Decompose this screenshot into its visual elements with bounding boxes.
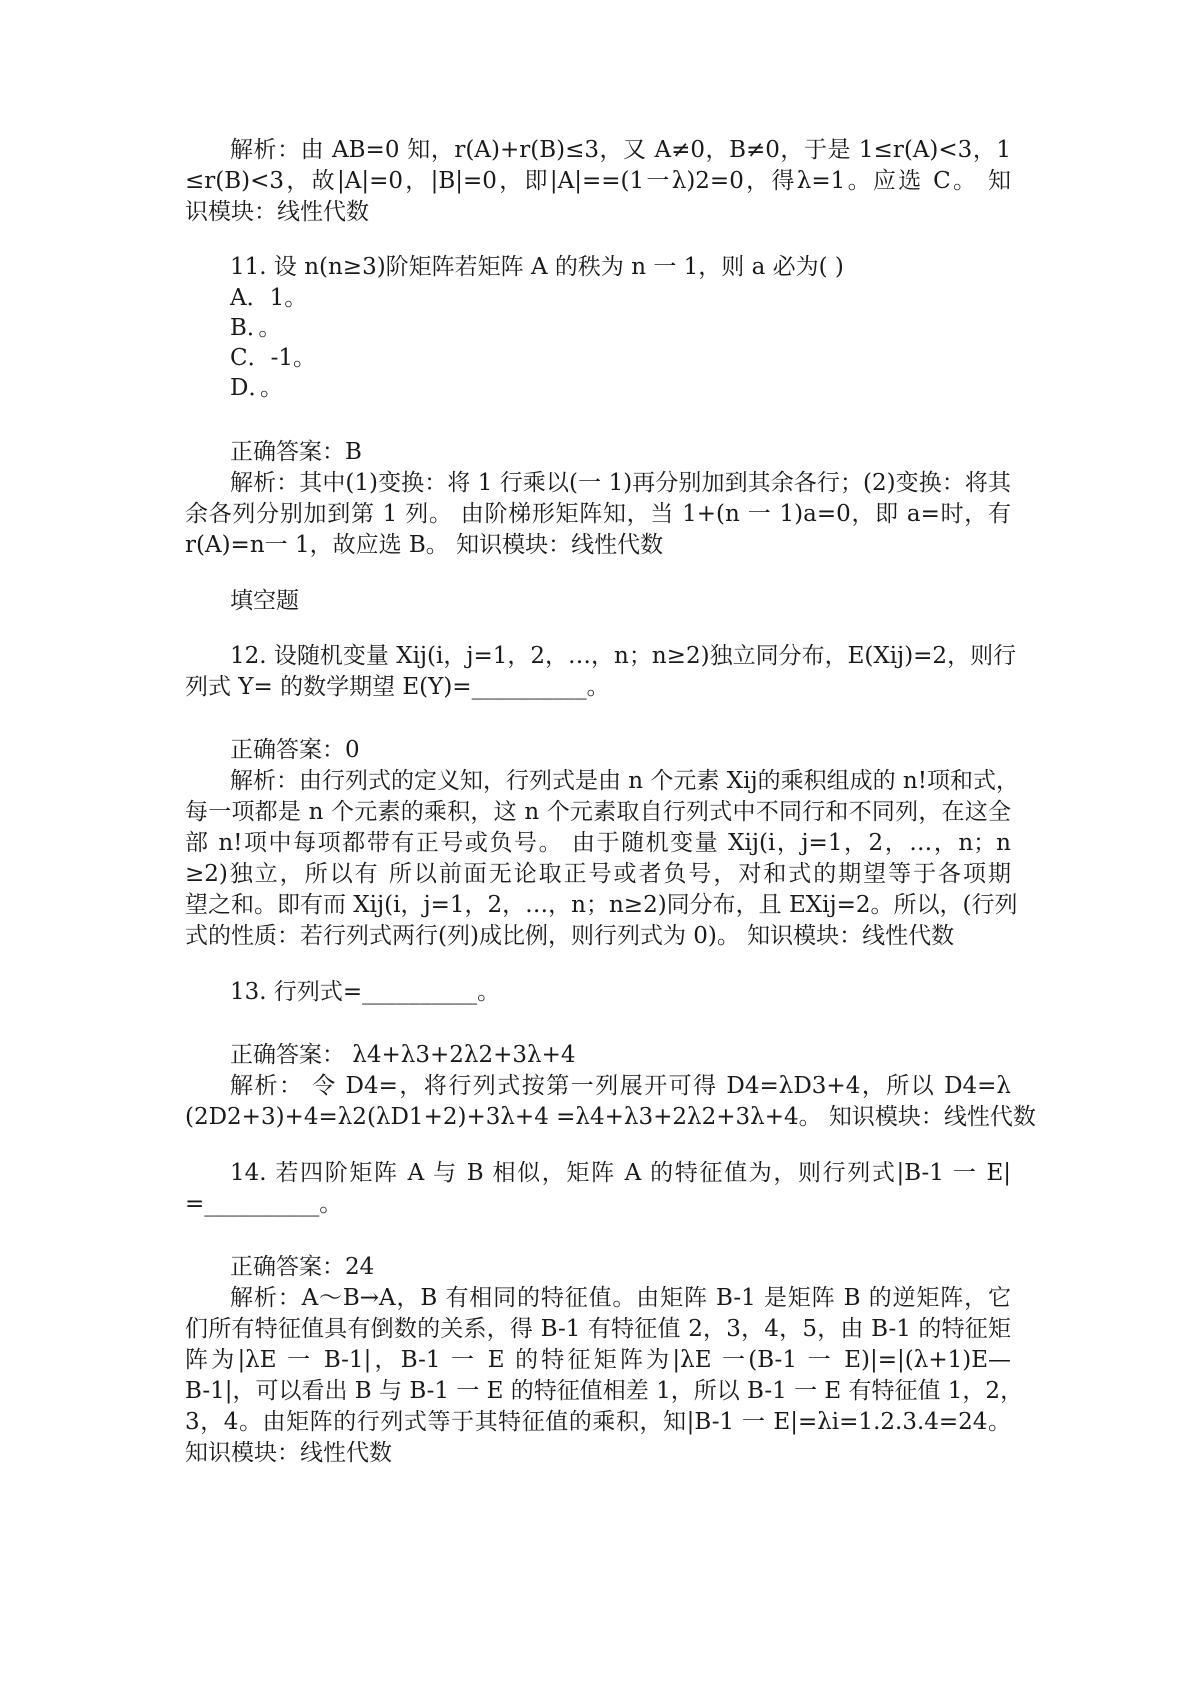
q14-analysis-line: 解析：A～B→A，B 有相同的特征值。由矩阵 B-1 是矩阵 B 的逆矩阵，它	[230, 1285, 1011, 1311]
q13-stem: 13. 行列式=__________。	[230, 979, 501, 1005]
q14-analysis-line: 3，4。由矩阵的行列式等于其特征值的乘积，知|B-1 一 E|=λi=1.2.3.4=24。	[185, 1409, 1011, 1435]
q11-answer: 正确答案：B	[230, 439, 362, 465]
q11-stem: 11. 设 n(n≥3)阶矩阵若矩阵 A 的秩为 n 一 1，则 a 必为( )	[230, 254, 844, 280]
q11-option-c: C．-1。	[230, 345, 317, 371]
q11-option-b: B．。	[230, 315, 282, 341]
q12-analysis-line: 解析：由行列式的定义知，行列式是由 n 个元素 Xij的乘积组成的 n!项和式，	[230, 768, 1019, 794]
q12-analysis-line: 望之和。即有而 Xij(i，j=1，2，…，n；n≥2)同分布，且 EXij=2。所以，(行列	[185, 892, 1018, 918]
q12-analysis-line: 式的性质：若行列式两行(列)成比例，则行列式为 0)。 知识模块：线性代数	[185, 923, 955, 949]
q11-analysis-line: 解析：其中(1)变换：将 1 行乘以(一 1)再分别加到其余各行；(2)变换：将其	[230, 470, 1011, 496]
q13-analysis-line: 解析： 令 D4=，将行列式按第一列展开可得 D4=λD3+4，所以 D4=λ	[230, 1073, 1011, 1099]
q11-option-a: A．1。	[230, 285, 308, 311]
q14-analysis-line: B-1|，可以看出 B 与 B-1 一 E 的特征值相差 1，所以 B-1 一 E 有特征值 1，2，	[185, 1378, 1024, 1404]
q12-analysis-line: 部 n!项中每项都带有正号或负号。 由于随机变量 Xij(i，j=1，2，…，n；n	[185, 830, 1011, 856]
q10-analysis-line: 识模块：线性代数	[185, 199, 369, 225]
q12-stem-line: 列式 Y= 的数学期望 E(Y)=__________。	[185, 674, 610, 700]
q11-analysis-line: r(A)=n一 1，故应选 B。 知识模块：线性代数	[185, 532, 664, 558]
q14-analysis-line: 知识模块：线性代数	[185, 1440, 392, 1466]
q10-analysis-line: 解析：由 AB=0 知，r(A)+r(B)≤3，又 A≠0，B≠0，于是 1≤r(A)<3，1	[230, 137, 1011, 163]
q14-stem-line: =__________。	[185, 1191, 343, 1217]
q13-answer: 正确答案： λ4+λ3+2λ2+3λ+4	[230, 1042, 576, 1068]
q12-analysis-line: ≥2)独立，所以有 所以前面无论取正号或者负号，对和式的期望等于各项期	[185, 861, 1011, 887]
q11-analysis-line: 余各列分别加到第 1 列。 由阶梯形矩阵知，当 1+(n 一 1)a=0，即 a=时，有	[185, 501, 1011, 527]
q14-analysis-line: 阵为|λE 一 B-1|，B-1 一 E 的特征矩阵为|λE 一(B-1 一 E)|=|(λ+1)E—	[185, 1347, 1011, 1373]
section-heading-fill-in: 填空题	[230, 588, 299, 614]
q13-analysis-line: (2D2+3)+4=λ2(λD1+2)+3λ+4 =λ4+λ3+2λ2+3λ+4。 知识模块：线性代数	[185, 1104, 1036, 1130]
q14-analysis-line: 们所有特征值具有倒数的关系，得 B-1 有特征值 2，3，4，5，由 B-1 的特征矩	[185, 1316, 1011, 1342]
q14-answer: 正确答案：24	[230, 1254, 375, 1280]
q12-answer: 正确答案：0	[230, 737, 360, 763]
q10-analysis-line: ≤r(B)<3，故|A|=0，|B|=0，即|A|==(1一λ)2=0，得λ=1。应选 C。 知	[185, 168, 1011, 194]
q12-stem-line: 12. 设随机变量 Xij(i，j=1，2，…，n；n≥2)独立同分布，E(Xij)=2，则行	[230, 643, 1017, 669]
q11-option-d: D．。	[230, 375, 283, 401]
q14-stem-line: 14. 若四阶矩阵 A 与 B 相似，矩阵 A 的特征值为，则行列式|B-1 一 E|	[230, 1160, 1011, 1186]
q12-analysis-line: 每一项都是 n 个元素的乘积，这 n 个元素取自行列式中不同行和不同列，在这全	[185, 799, 1011, 825]
